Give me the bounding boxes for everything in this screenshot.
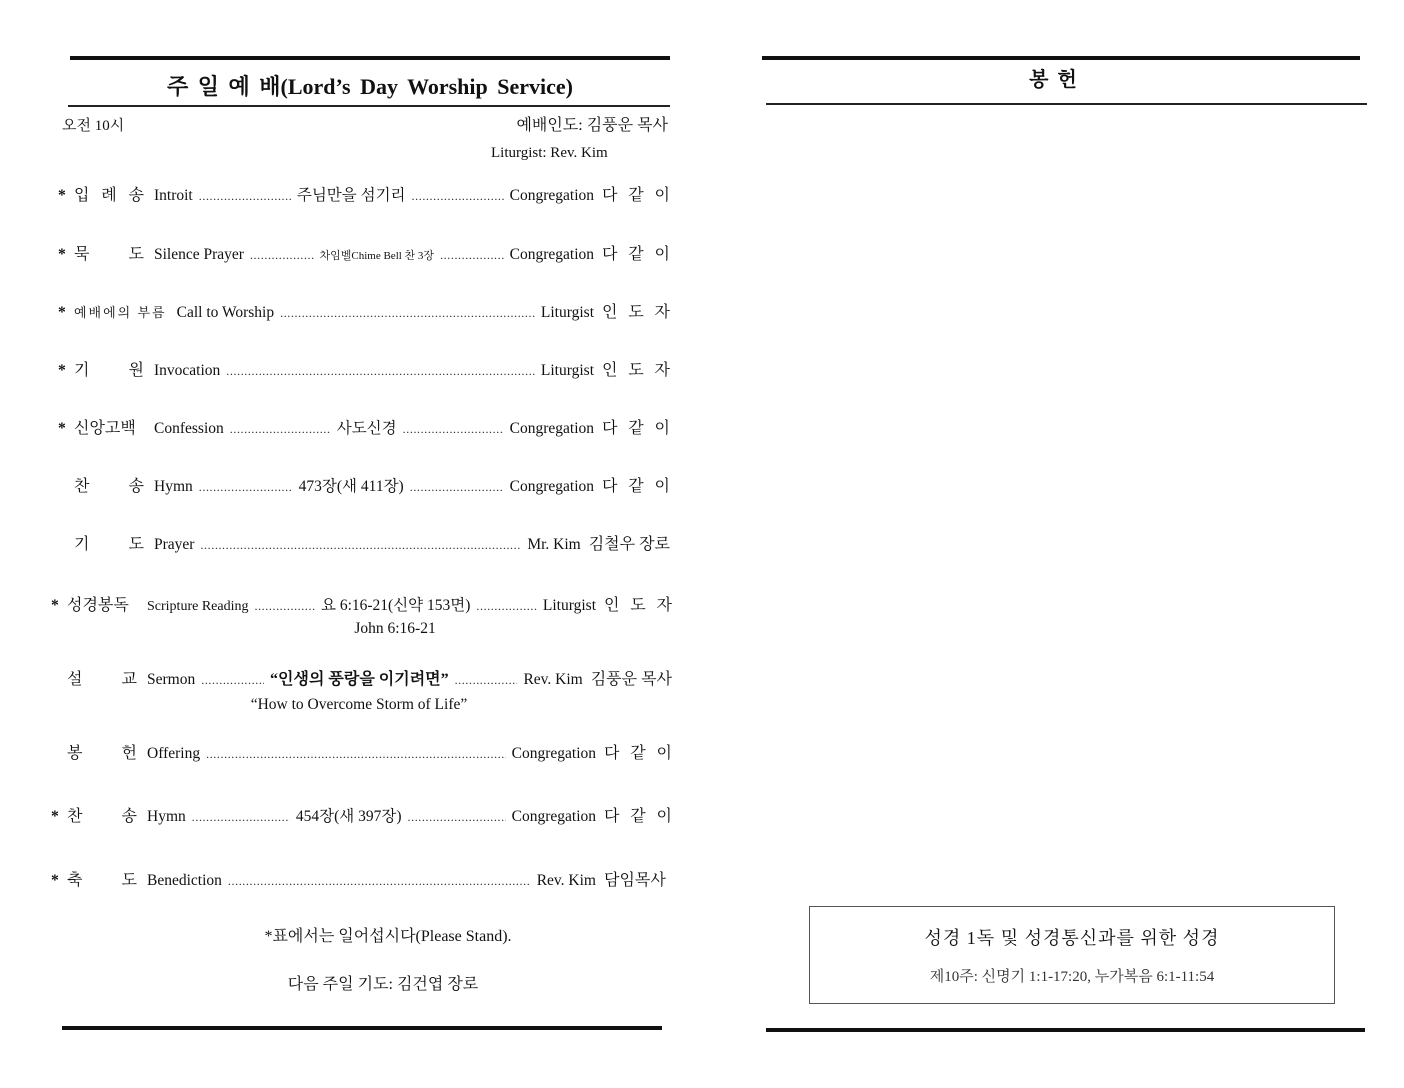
stand-marker: * [51,597,59,614]
order-item-closing-hymn [51,806,672,828]
bible-reading-week: 제10주: 신명기 1:1-17:20, 누가복음 6:1-11:54 [929,969,1215,985]
dot-leader [403,418,504,440]
item-detail: 454장(새 397장) [295,808,402,825]
dot-leader [408,806,506,828]
order-item-prayer [58,534,670,556]
dot-leader [226,360,535,382]
item-role-ko: 김철우 장로 [588,536,670,553]
stand-marker: * [58,362,66,379]
top-rule-right [762,56,1360,60]
stand-marker: * [51,808,59,825]
worship-leader: 예배인도: 김풍운 목사 [516,117,668,134]
item-role-en: Liturgist [542,597,596,614]
item-detail: 473장(새 411장) [298,478,404,495]
stand-marker: * [51,872,59,889]
next-week-prayer: 다음 주일 기도: 김건엽 장로 [287,976,479,993]
bottom-rule-right [766,1028,1365,1032]
item-role-en: Liturgist [540,304,594,321]
item-role-en: Liturgist [540,362,594,379]
item-detail: 요 6:16-21(신약 153면) [320,597,471,614]
item-label-ko: 예배에의 부름 [74,305,167,320]
item-role-en: Congregation [511,745,596,762]
item-detail: 차임벨Chime Bell 찬 3장 [319,250,435,262]
item-label-en: Benediction [147,872,222,889]
item-label-ko: 입 례 송 [74,187,144,204]
item-label-en: Invocation [154,362,221,379]
item-label-ko: 설 교 [67,671,137,688]
item-label-ko: 찬 송 [67,808,137,825]
item-role-en: Congregation [509,187,594,204]
top-rule-left [70,56,670,60]
dot-leader [199,476,293,498]
item-detail: 주님만을 섬기리 [296,187,406,204]
scripture-english: John 6:16-21 [354,620,436,637]
sermon-title: “인생의 풍랑을 이기려면” [270,671,449,688]
item-label-en: Confession [154,420,224,437]
dot-leader [254,595,314,617]
item-role-ko: 다 같 이 [602,478,671,495]
order-item-offering [51,743,672,765]
item-role-ko: 다 같 이 [604,745,672,762]
stand-marker: * [58,420,66,437]
dot-leader [192,806,290,828]
dot-leader [201,669,264,691]
dot-leader [250,244,314,266]
order-item-benediction [51,870,672,892]
item-label-en: Prayer [154,536,195,553]
dot-leader [455,669,518,691]
dot-leader [199,185,291,207]
offering-title: 봉 헌 [1029,69,1077,91]
item-role-ko: 담임목사 [604,872,666,889]
service-time: 오전 10시 [62,118,125,134]
dot-leader [228,870,531,892]
stand-marker: * [58,304,66,321]
bible-reading-heading: 성경 1독 및 성경통신과를 위한 성경 [924,928,1220,948]
item-label-ko: 봉 헌 [67,745,137,762]
item-role-ko: 다 같 이 [602,246,670,263]
dot-leader [410,476,504,498]
item-role-ko: 다 같 이 [604,808,672,825]
item-role-en: Congregation [509,420,594,437]
item-role-en: Congregation [509,246,594,263]
item-role-en: Rev. Kim [523,671,583,688]
stand-note: *표에서는 일어섭시다(Please Stand). [264,928,512,945]
order-item-introit [58,185,670,207]
bible-reading-box [809,906,1335,1004]
order-item-hymn [58,476,670,498]
item-role-en: Mr. Kim [527,536,581,553]
page-title: 주 일 예 배(Lord’s Day Worship Service) [167,74,573,99]
item-role-ko: 다 같 이 [602,187,670,204]
order-item-scripture-reading [51,595,672,617]
item-label-en: Call to Worship [176,304,275,321]
item-label-ko: 기 원 [74,362,144,379]
item-label-en: Introit [154,187,193,204]
item-label-ko: 기 도 [74,536,144,553]
order-item-silence-prayer [58,244,670,266]
order-item-sermon [51,669,672,691]
item-label-ko: 묵 도 [74,246,144,263]
dot-leader [440,244,504,266]
item-label-en: Offering [147,745,201,762]
item-role-ko: 인 도 자 [604,597,672,614]
item-detail: 사도신경 [336,420,397,437]
item-label-en: Hymn [147,808,186,825]
item-label-en: Scripture Reading [147,599,249,614]
sermon-title-english: “How to Overcome Storm of Life” [250,696,468,713]
item-label-en: Silence Prayer [154,246,244,263]
item-role-ko: 인 도 자 [602,362,670,379]
bottom-rule-left [62,1026,662,1030]
dot-leader [230,418,331,440]
item-role-en: Rev. Kim [536,872,596,889]
dot-leader [280,302,535,324]
item-label-ko: 신앙고백 [74,420,136,437]
stand-marker: * [58,187,66,204]
item-role-en: Congregation [511,808,596,825]
item-label-ko: 찬 송 [74,478,144,495]
dot-leader [200,534,521,556]
order-item-call-to-worship [58,302,670,324]
stand-marker: * [58,246,66,263]
item-label-en: Hymn [154,478,193,495]
item-role-ko: 김풍운 목사 [590,671,672,688]
item-label-ko: 성경봉독 [67,597,129,614]
item-label-en: Sermon [147,671,196,688]
dot-leader [412,185,504,207]
order-item-invocation [58,360,670,382]
item-role-en: Congregation [509,478,595,495]
item-role-ko: 다 같 이 [602,420,670,437]
liturgist-line: Liturgist: Rev. Kim [491,145,608,161]
dot-leader [476,595,536,617]
item-role-ko: 인 도 자 [602,304,670,321]
order-item-confession [58,418,670,440]
title-underline [68,105,670,107]
offering-title-underline [766,103,1367,105]
dot-leader [206,743,506,765]
item-label-ko: 축 도 [67,872,137,889]
